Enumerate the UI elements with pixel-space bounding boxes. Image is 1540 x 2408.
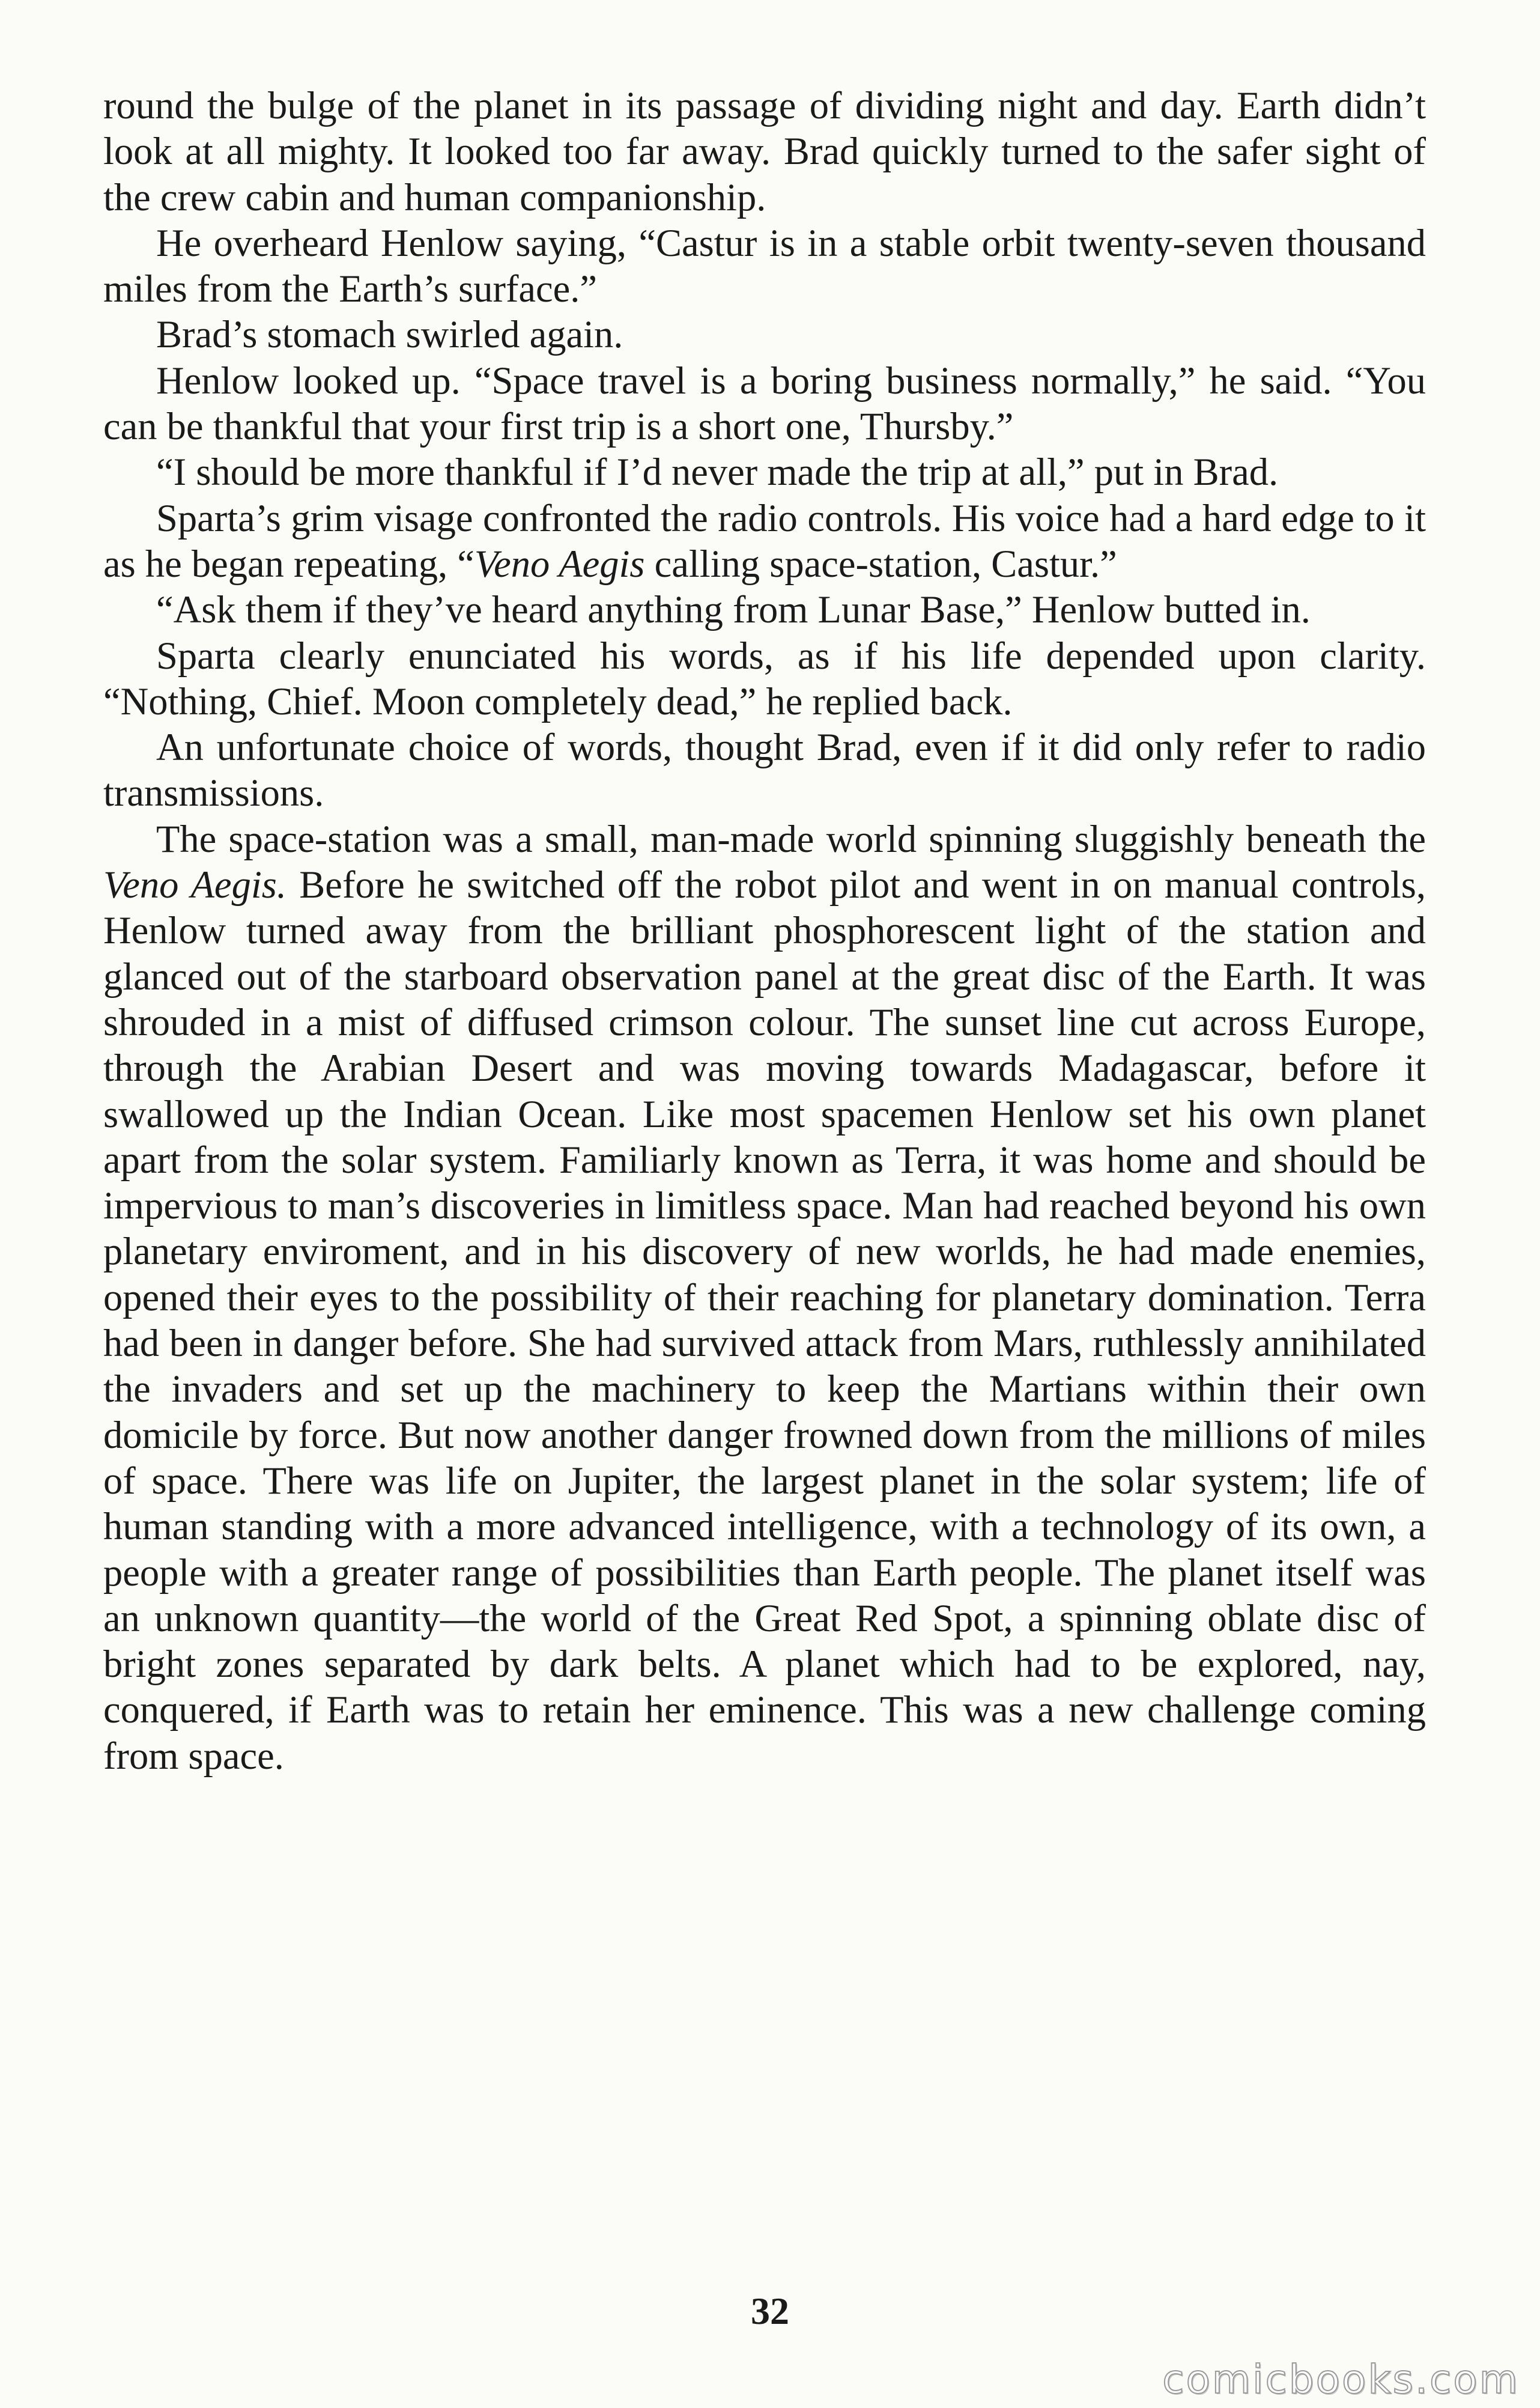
paragraph: round the bulge of the planet in its passage of dividing night and day. Earth didn’t look at all mighty. It looked too far away. Brad quickly turned to the safer sight of the crew cabin and human companionship. [103,84,1426,219]
paragraph-text: Before he switched off the robot pilot and went in on manual controls, Henlow turned away from the brilliant phosphorescent light of the station and glanced out of the starboard observation panel at the great disc of the Earth. It was shrouded in a mist of diffused crimson colour. The sunset line cut across Europe, through the Arabian Desert and was moving towards Madagascar, before it swallowed up the Indian Ocean. Like most spacemen Henlow set his own planet apart from the solar system. Familiarly known as Terra, it was home and should be impervious to man’s discoveries in limitless space. Man had reached beyond his own planetary enviroment, and in his discovery of new worlds, he had made enemies, opened their eyes to the possibility of their reaching for planetary domination. Terra had been in danger before. She had survived attack from Mars, ruthlessly annihilated the invaders and set up the machinery to keep the Martians within their own domicile by force. But now another danger frowned down from the millions of miles of space. There was life on Jupiter, the largest planet in the solar system; life of human standing with a more advanced intelligence, with a technology of its own, a people with a greater range of possibilities than Earth people. The planet itself was an unknown quantity—the world of the Great Red Spot, a spinning oblate disc of bright zones separated by dark belts. A planet which had to be explored, nay, conquered, if Earth was to retain her eminence. This was a new challenge coming from space. [103,863,1426,1777]
paragraph: He overheard Henlow saying, “Castur is in a stable orbit twenty-seven thousand miles from the Earth’s surface.” [103,221,1426,311]
paragraph: Brad’s stomach swirled again. [156,313,623,356]
watermark-logo: comicbooks.com [1162,2356,1520,2403]
paragraph: Henlow looked up. “Space travel is a boring business normally,” he said. “You can be thankful that your first trip is a short one, Thursby.” [103,359,1426,448]
paragraph [103,496,1426,588]
paragraph-text: The space-station was a small, man-made world spinning sluggishly beneath the [156,817,1426,860]
ship-name-italic: Veno Aegis. [103,863,286,907]
paragraph-text: Sparta’s grim visage confronted the radio controls. His voice had a hard edge to it as he began repeating, “ [103,496,1426,585]
paragraph: “Ask them if they’ve heard anything from Lunar Base,” Henlow butted in. [156,588,1311,631]
paragraph-text: calling space-station, Castur.” [644,542,1117,585]
page-number: 32 [751,2290,789,2332]
paragraph: An unfortunate choice of words, thought Brad, even if it did only refer to radio transmissions. [103,726,1426,815]
paragraph: “I should be more thankful if I’d never made the trip at all,” put in Brad. [156,451,1279,494]
paragraph [103,816,1426,1779]
ship-name-italic: Veno Aegis [474,542,645,585]
book-page-text [103,83,1426,1779]
paragraph: Sparta clearly enunciated his words, as if his life depended upon clarity. “Nothing, Chief. Moon completely dead,” he replied back. [103,634,1426,723]
